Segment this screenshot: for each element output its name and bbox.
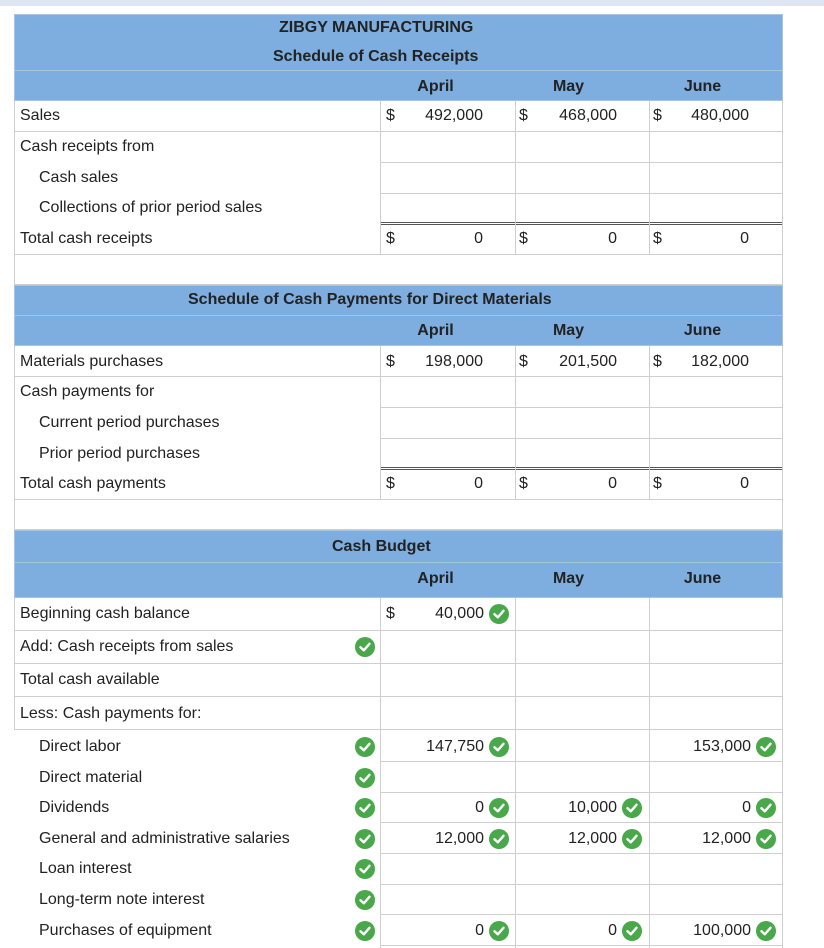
row-label-materials-purchases: Materials purchases — [20, 353, 164, 370]
row-label-cash-payments-for: Cash payments for — [20, 383, 155, 400]
total-payments-april: 0 — [474, 475, 483, 492]
equipment-june-input[interactable]: 100,000 — [693, 922, 751, 939]
direct-labor-april-input[interactable]: 147,750 — [426, 738, 484, 755]
total-payments-june: 0 — [740, 475, 749, 492]
budget-month-april: April — [417, 570, 454, 587]
row-label-dividends: Dividends — [39, 799, 110, 816]
check-circle-icon — [756, 921, 776, 941]
beginning-april-currency: $ — [386, 605, 395, 622]
row-label-total-cash-payments: Total cash payments — [20, 475, 166, 492]
total-payments-april-currency: $ — [386, 475, 395, 492]
total-receipts-june-currency: $ — [653, 230, 662, 247]
total-receipts-april-currency: $ — [386, 230, 395, 247]
row-label-lt-note-interest: Long-term note interest — [39, 891, 205, 908]
check-circle-icon — [622, 921, 642, 941]
check-circle-icon — [355, 859, 375, 879]
row-label-prior-period: Prior period purchases — [39, 445, 200, 462]
row-label-direct-material: Direct material — [39, 769, 143, 786]
row-label-gen-admin-salaries: General and administrative salaries — [39, 830, 290, 847]
total-payments-june-currency: $ — [653, 475, 662, 492]
sales-april-currency: $ — [386, 107, 395, 124]
company-name: ZIBGY MANUFACTURING — [279, 19, 474, 36]
gen-admin-may-input[interactable]: 12,000 — [568, 830, 617, 847]
check-circle-icon — [489, 604, 509, 624]
check-circle-icon — [355, 798, 375, 818]
check-circle-icon — [355, 768, 375, 788]
row-label-collections: Collections of prior period sales — [39, 199, 263, 216]
check-circle-icon — [622, 829, 642, 849]
row-label-current-period: Current period purchases — [39, 414, 220, 431]
spacer-row — [14, 254, 783, 285]
materials-june-currency: $ — [653, 353, 662, 370]
top-strip — [0, 0, 824, 6]
check-circle-icon — [489, 737, 509, 757]
row-label-add-cash-receipts: Add: Cash receipts from sales — [20, 638, 234, 655]
total-payments-may: 0 — [608, 475, 617, 492]
sales-may-currency: $ — [519, 107, 528, 124]
total-payments-may-currency: $ — [519, 475, 528, 492]
total-receipts-may-currency: $ — [519, 230, 528, 247]
row-label-sales: Sales — [20, 107, 61, 124]
check-circle-icon — [355, 890, 375, 910]
payments-month-may: May — [552, 322, 585, 339]
check-circle-icon — [489, 921, 509, 941]
total-receipts-april: 0 — [474, 230, 483, 247]
budget-month-may: May — [552, 570, 585, 587]
dividends-april-input[interactable]: 0 — [475, 799, 484, 816]
check-circle-icon — [756, 737, 776, 757]
sales-june-currency: $ — [653, 107, 662, 124]
payments-month-june: June — [683, 322, 722, 339]
materials-june-input[interactable]: 182,000 — [691, 353, 749, 370]
check-circle-icon — [355, 737, 375, 757]
dividends-june-input[interactable]: 0 — [742, 799, 751, 816]
direct-labor-june-input[interactable]: 153,000 — [693, 738, 751, 755]
materials-april-currency: $ — [386, 353, 395, 370]
spacer-row — [14, 499, 783, 530]
payments-title: Schedule of Cash Payments for Direct Materials — [188, 291, 552, 308]
check-circle-icon — [355, 829, 375, 849]
check-circle-icon — [489, 829, 509, 849]
sales-april-input[interactable]: 492,000 — [425, 107, 483, 124]
dividends-may-input[interactable]: 10,000 — [568, 799, 617, 816]
check-circle-icon — [756, 798, 776, 818]
row-label-cash-sales: Cash sales — [39, 169, 119, 186]
materials-may-currency: $ — [519, 353, 528, 370]
materials-april-input[interactable]: 198,000 — [425, 353, 483, 370]
receipts-month-may: May — [552, 78, 585, 95]
sales-june-input[interactable]: 480,000 — [691, 107, 749, 124]
payments-month-april: April — [417, 322, 454, 339]
check-circle-icon — [756, 829, 776, 849]
budget-title: Cash Budget — [332, 538, 431, 555]
total-receipts-june: 0 — [740, 230, 749, 247]
equipment-may-input[interactable]: 0 — [608, 922, 617, 939]
check-circle-icon — [489, 798, 509, 818]
equipment-april-input[interactable]: 0 — [475, 922, 484, 939]
row-label-beginning-cash: Beginning cash balance — [20, 605, 190, 622]
row-label-total-cash-receipts: Total cash receipts — [20, 230, 153, 247]
gen-admin-april-input[interactable]: 12,000 — [435, 830, 484, 847]
check-circle-icon — [355, 637, 375, 657]
row-label-direct-labor: Direct labor — [39, 738, 121, 755]
row-label-cash-receipts-from: Cash receipts from — [20, 138, 155, 155]
gen-admin-june-input[interactable]: 12,000 — [702, 830, 751, 847]
row-label-loan-interest: Loan interest — [39, 860, 132, 877]
check-circle-icon — [355, 921, 375, 941]
receipts-title: Schedule of Cash Receipts — [273, 48, 479, 65]
materials-may-input[interactable]: 201,500 — [559, 353, 617, 370]
budget-month-june: June — [683, 570, 722, 587]
receipts-month-june: June — [683, 78, 722, 95]
row-label-less-cash-payments: Less: Cash payments for: — [20, 705, 202, 722]
row-label-purchases-equipment: Purchases of equipment — [39, 922, 212, 939]
receipts-month-april: April — [417, 78, 454, 95]
check-circle-icon — [622, 798, 642, 818]
beginning-april-input[interactable]: 40,000 — [435, 605, 484, 622]
sales-may-input[interactable]: 468,000 — [559, 107, 617, 124]
total-receipts-may: 0 — [608, 230, 617, 247]
row-label-total-cash-available: Total cash available — [20, 671, 160, 688]
